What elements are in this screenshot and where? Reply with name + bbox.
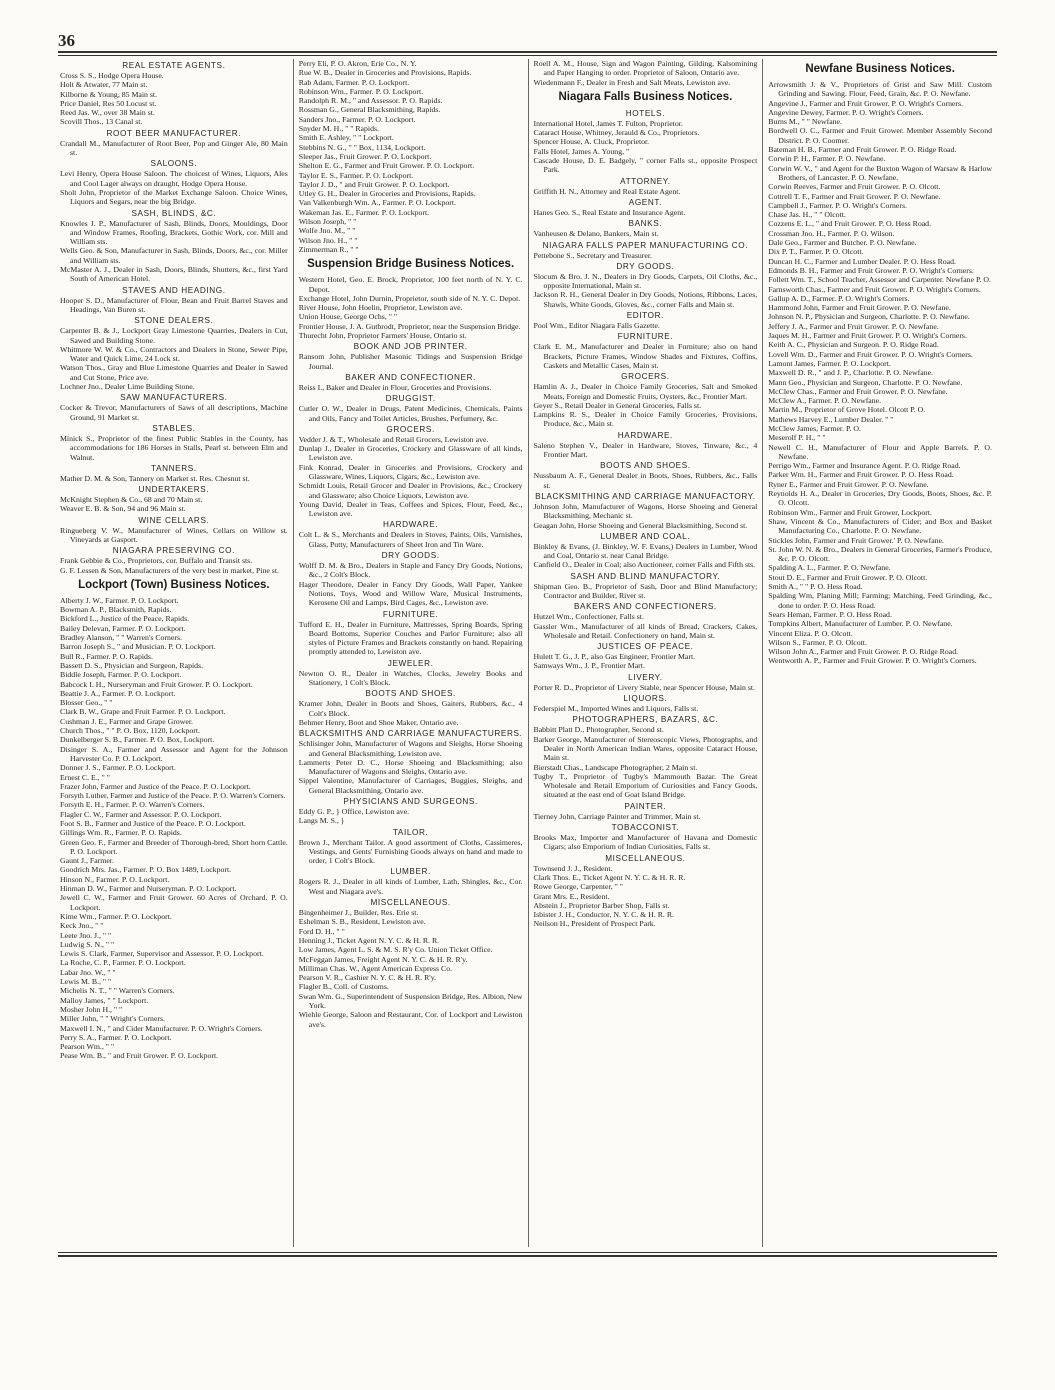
- category-heading: MISCELLANEOUS.: [370, 898, 451, 908]
- directory-entry: Tufford E. H., Dealer in Furniture, Mattresses, Spring Boards, Spring Board Bottoms, Superior Couches and Parlor Furniture; also all styles of Picture Frames and Brackets constantly on hand. Repairing promptly attended to, Lewiston ave.: [298, 619, 523, 657]
- directory-entry: Wells Geo. & Son, Manufacturer in Sash, Blinds, Doors, &c., cor. Miller and William sts.: [60, 246, 288, 265]
- directory-entry: Wentworth A. P., Farmer and Fruit Grower. P. O. Wright's Corners.: [768, 656, 977, 666]
- directory-entry: Arrowsmith J. & V., Proprietors of Grist and Saw Mill. Custom Grinding and Sawing. Flour, Feed, Grain, &c. P. O. Newfane.: [768, 80, 992, 99]
- category-heading: ATTORNEY.: [620, 176, 671, 186]
- directory-entry: Newell C. H., Manufacturer of Flour and Apple Barrels. P. O. Newfane.: [768, 442, 992, 461]
- directory-entry: Spalding Wm, Planing Mill; Farming; Matching, Feed Grinding, &c., done to order. P. O. Hess Road.: [768, 591, 992, 610]
- directory-entry: Clark B. W., Grape and Fruit Farmer. P. O. Lockport.: [60, 707, 226, 717]
- directory-entry: Wiehle George, Saloon and Restaurant, Cor. of Lockport and Lewiston ave's.: [298, 1010, 523, 1029]
- directory-entry: Mathews Harvey E., Lumber Dealer. " ": [768, 414, 894, 424]
- directory-entry: Cross S. S., Hodge Opera House.: [60, 71, 164, 80]
- directory-entry: Bassett D. S., Physician and Surgeon, Rapids.: [60, 660, 204, 670]
- directory-entry: Bradley Alanson, " " Warren's Corners.: [60, 633, 182, 643]
- category-heading: DRY GOODS.: [381, 551, 440, 561]
- directory-entry: Donner J. S., Farmer. P. O. Lockport.: [60, 763, 176, 773]
- directory-entry: Ryner E., Farmer and Fruit Grower. P. O. Newfane.: [768, 479, 929, 489]
- directory-entry: Jackson R. H., General Dealer in Dry Goods, Notions, Ribbons, Laces, Shawls, White Goods, Gloves, &c., corner Falls and Main st.: [533, 290, 758, 309]
- directory-entry: La Roche, C. P., Farmer. P. O. Lockport.: [60, 958, 186, 968]
- directory-entry: Eddy G. P., } Office, Lewiston ave.: [298, 807, 410, 816]
- directory-entry: Chase Jas. H., " " Olcott.: [768, 210, 846, 220]
- directory-entry: Cascade House, D. E. Badgely, " corner Falls st., opposite Prospect Park.: [533, 156, 758, 175]
- category-heading: TOBACCONIST.: [611, 823, 680, 833]
- directory-entry: Johnson N. P., Physician and Surgeon, Charlotte. P. O. Newfane.: [768, 312, 970, 322]
- directory-entry: Frontier House, J. A. Gutbrodt, Proprietor, near the Suspension Bridge.: [298, 321, 521, 331]
- directory-entry: Rogers R. J., Dealer in all kinds of Lumber, Lath, Shingles, &c., Cor. West and Niagara ave's.: [298, 877, 523, 896]
- directory-entry: Canfield O., Dealer in Coal; also Auctioneer, corner Falls and Fifth sts.: [533, 560, 756, 570]
- directory-entry: Tompkins Albert, Manufacturer of Lumber. P. O. Newfane.: [768, 619, 953, 629]
- directory-entry: Crossman Jno. H., Farmer. P. O. Wilson.: [768, 228, 895, 238]
- directory-entry: Bowman A. P., Blacksmith, Rapids.: [60, 605, 172, 615]
- directory-entry: Malloy James, " " Lockport.: [60, 995, 149, 1005]
- category-heading: SASH AND BLIND MANUFACTORY.: [570, 571, 721, 581]
- directory-entry: Colt L. & S., Merchants and Dealers in Stoves, Paints, Oils, Varnishes, Glass, Putty, Manufacturers of Sheet Iron and Tin Ware.: [298, 530, 523, 549]
- directory-entry: Leete Jno. J., " ": [60, 930, 112, 940]
- category-heading: HARDWARE.: [617, 430, 673, 440]
- directory-entry: Labar Jno. W., " ": [60, 967, 116, 977]
- directory-entry: Western Hotel, Geo. E. Brock, Proprietor, 100 feet north of N. Y. C. Depot.: [298, 275, 523, 294]
- directory-entry: Perrigo Wm., Farmer and Insurance Agent. P. O. Ridge Road.: [768, 461, 961, 471]
- directory-entry: Zimmerman R., " ": [298, 244, 359, 254]
- category-heading: BAKERS AND CONFECTIONERS.: [573, 602, 717, 612]
- directory-entry: Bickford L., Justice of the Peace, Rapids.: [60, 614, 190, 624]
- top-rule: [58, 51, 997, 56]
- directory-entry: Wilson Joseph, " ": [298, 217, 357, 227]
- directory-entry: Maxwell D. R., " and J. P., Charlotte. P. O. Newfane.: [768, 368, 933, 378]
- directory-entry: Smith A., " " P. O. Hess Road.: [768, 582, 863, 592]
- directory-entry: Bingenheimer J., Builder, Res. Erie st.: [298, 908, 419, 918]
- directory-entry: Jeffery J. A., Farmer and Fruit Grower. P. O. Newfane.: [768, 321, 939, 331]
- directory-entry: Hinson N., Farmer. P. O. Lockport.: [60, 874, 170, 884]
- bottom-rule: [58, 1252, 997, 1257]
- directory-entry: McClew A., Farmer. P. O. Newfane.: [768, 396, 882, 406]
- directory-entry: Blosser Geo., " ": [60, 698, 113, 708]
- directory-entry: Perry S. A., Farmer. P. O. Lockport.: [60, 1032, 172, 1042]
- directory-entry: Maxwell I. N., " and Cider Manufacturer. P. O. Wright's Corners.: [60, 1023, 263, 1033]
- directory-entry: Dale Geo., Farmer and Butcher. P. O. Newfane.: [768, 238, 917, 248]
- category-heading: LIVERY.: [628, 672, 663, 682]
- directory-entry: Spencer House, A. Cluck, Proprietor.: [533, 137, 650, 147]
- directory-entry: Exchange Hotel, John Durnin, Proprietor, south side of N. Y. C. Depot.: [298, 293, 521, 303]
- column-2: [293, 59, 528, 1247]
- directory-entry: Lovell Wm. D., Farmer and Fruit Grower. P. O. Wright's Corners.: [768, 349, 973, 359]
- directory-entry: Utley G. H., Dealer in Groceries and Provisions, Rapids.: [298, 189, 476, 199]
- category-heading: BLACKSMITHS AND CARRIAGE MANUFACTURERS.: [298, 729, 523, 739]
- directory-entry: Gillings Wm. R., Farmer. P. O. Rapids.: [60, 828, 182, 838]
- directory-entry: Milliman Chas. W., Agent American Express Co.: [298, 963, 453, 973]
- directory-entry: Babbitt Platt D., Photographer, Second st.: [533, 725, 664, 735]
- directory-entry: Shaw, Vincent & Co., Manufacturers of Cider; and Box and Basket Manufacturing Co., Charlotte. P. O. Newfane.: [768, 516, 992, 536]
- directory-entry: Duncan H. C., Farmer and Lumber Dealer. P. O. Hess Road.: [768, 256, 956, 266]
- directory-entry: Forsyth Luther, Farmer and Justice of the Peace. P. O. Warren's Corners.: [60, 791, 286, 801]
- directory-entry: Cutler O. W., Dealer in Drugs, Patent Medicines, Chemicals, Paints and Oils, Fancy and Toilet Articles, Brushes, Perfumery, &c.: [298, 404, 523, 423]
- directory-entry: Spalding A. L., Farmer. P. O. Newfane.: [768, 563, 891, 573]
- category-heading: LIQUORS.: [623, 694, 668, 704]
- directory-entry: Sholt John, Proprietor of the Market Exchange Saloon. Choice Wines, Liquors and Segars, near the big Bridge.: [60, 187, 288, 207]
- directory-entry: Angevine Dewey, Farmer. P. O. Wright's Corners.: [768, 107, 924, 117]
- directory-entry: Stickles John, Farmer and Fruit Grower.' P. O. Newfane.: [768, 535, 944, 545]
- directory-entry: Brown J., Merchant Tailor. A good assortment of Cloths, Cassimeres, Vestings, and Gents' Furnishing Goods always on hand and made to order, 1 Colt's Block.: [298, 837, 523, 866]
- category-heading: PHYSICIANS AND SURGEONS.: [343, 797, 478, 806]
- directory-entry: Crandall M., Manufacturer of Root Beer, Pop and Ginger Ale, 80 Main st.: [60, 138, 288, 158]
- directory-entry: Gallup A. D., Farmer. P. O. Wright's Corners.: [768, 293, 910, 303]
- directory-entry: Snyder M. H., " " Rapids.: [298, 124, 379, 134]
- category-heading: JUSTICES OF PEACE.: [597, 642, 694, 652]
- directory-entry: Keith A. C., Physician and Surgeon. P. O. Ridge Road.: [768, 340, 939, 350]
- directory-entry: Langs M. S., }: [298, 816, 345, 826]
- directory-entry: Wakeman Jas. E., Farmer. P. O. Lockport.: [298, 207, 430, 217]
- directory-entry: Robinson Wm., Farmer and Fruit Grower, Lockport.: [768, 507, 932, 517]
- category-heading: TANNERS.: [151, 463, 197, 473]
- directory-entry: Sanders Jno., Farmer. P. O. Lockport.: [298, 114, 416, 124]
- directory-entry: Robinson Wm., Farmer. P. O. Lockport.: [298, 86, 424, 96]
- directory-entry: Frank Gebbie & Co., Proprietors, cor. Buffalo and Transit sts.: [60, 556, 253, 566]
- directory-entry: Pettebone S., Secretary and Treasurer.: [533, 250, 652, 260]
- directory-entry: Gassler Wm., Manufacturer of all kinds of Bread, Crackers, Cakes, Wholesale and Retail. Confectionery on hand, Main st.: [533, 621, 758, 640]
- directory-entry: Schlisinger John, Manufacturer of Wagons and Sleighs, Horse Shoeing and General Blacksmithing, Lewiston ave.: [298, 739, 523, 758]
- category-heading: SALOONS.: [150, 159, 198, 169]
- directory-entry: Jaques M. H., Farmer and Fruit Grower. P. O. Wright's Corners.: [768, 331, 967, 341]
- directory-entry: Bateman H. B., Farmer and Fruit Grower. P. O. Ridge Road.: [768, 145, 957, 155]
- directory-entry: Pease Wm. B., " and Fruit Grower. P. O. Lockport.: [60, 1051, 219, 1061]
- directory-entry: Miller John, " " Wright's Corners.: [60, 1014, 165, 1024]
- directory-entry: Edmonds B. H., Farmer and Fruit Grower. P. O. Wright's Corners.: [768, 265, 974, 275]
- page-number: 36: [58, 31, 75, 50]
- category-heading: UNDERTAKERS.: [138, 485, 210, 495]
- directory-entry: Holt & Atwater, 77 Main st.: [60, 80, 148, 90]
- category-heading: DRY GOODS.: [616, 261, 675, 271]
- directory-entry: Henning J., Ticket Agent N. Y. C. & H. R. R.: [298, 935, 440, 945]
- directory-entry: Falls Hotel, James A. Young, ": [533, 146, 630, 156]
- column-1: [58, 59, 293, 1247]
- directory-entry: Cottrell T. F., Farmer and Fruit Grower. P. O. Newfane.: [768, 191, 941, 201]
- directory-columns: [58, 59, 997, 1247]
- directory-entry: McClew Chas., Farmer and Fruit Grower. P. O. Newfane.: [768, 386, 948, 396]
- category-heading: WINE CELLARS.: [138, 515, 210, 525]
- section-title: Newfane Business Notices.: [805, 63, 955, 75]
- directory-entry: Rue W. B., Dealer in Groceries and Provisions, Rapids.: [298, 68, 472, 78]
- directory-entry: Frazer John, Farmer and Justice of the Peace. P. O. Lockport.: [60, 781, 251, 791]
- directory-entry: Dunlap J., Dealer in Groceries, Crockery and Glassware of all kinds, Lewiston ave.: [298, 444, 523, 463]
- directory-entry: Michelis N. T., " " Warren's Corners.: [60, 986, 175, 996]
- directory-entry: Green Geo. F., Farmer and Breeder of Thorough-bred, Short horn Cattle. P. O. Lockport.: [60, 837, 288, 856]
- category-heading: HARDWARE.: [383, 520, 439, 530]
- directory-entry: Behmer Henry, Boot and Shoe Maker, Ontario ave.: [298, 717, 459, 727]
- directory-entry: Weaver E. B. & Son, 94 and 96 Main st.: [60, 504, 186, 514]
- directory-entry: Alberty J. W., Farmer. P. O. Lockport.: [60, 595, 179, 605]
- directory-entry: Wilson S., Farmer. P. O. Olcott.: [768, 637, 867, 647]
- directory-entry: Neilson H., President of Prospect Park.: [533, 919, 656, 929]
- category-heading: BOOK AND JOB PRINTER.: [353, 342, 468, 352]
- directory-entry: Reiss I., Baker and Dealer in Flour, Groceries and Provisions.: [298, 382, 492, 392]
- directory-entry: Biddle Joseph, Farmer. P. O. Lockport.: [60, 670, 182, 680]
- section-title: Suspension Bridge Business Notices.: [307, 258, 515, 271]
- directory-entry: Porter R. D., Proprietor of Livery Stable, near Spencer House, Main st.: [533, 682, 756, 692]
- directory-entry: Hager Theodore, Dealer in Fancy Dry Goods, Wall Paper, Yankee Notions, Toys, Wood and Willow Ware, Musical Instruments, Kerosene Oil and Lamps, Bird Cages, &c., Lewiston ave.: [298, 579, 523, 608]
- directory-entry: Bailey Delevan, Farmer. P. O. Lockport.: [60, 623, 186, 633]
- category-heading: REAL ESTATE AGENTS.: [122, 61, 226, 70]
- directory-entry: Slocum & Bro. J. N., Dealers in Dry Goods, Carpets, Oil Cloths, &c., opposite International, Main st.: [533, 271, 758, 291]
- category-heading: AGENT.: [628, 197, 662, 207]
- directory-entry: Wolfe Jno. M., " ": [298, 226, 356, 236]
- directory-entry: Stebbins N. G., " " Box, 1134, Lockport.: [298, 142, 426, 152]
- directory-entry: McFeggan James, Freight Agent N. Y. C. & H. R. R'y.: [298, 954, 468, 964]
- directory-entry: Whitmore W. W. & Co., Contractors and Dealers in Stone, Sewer Pipe, Water and Quick Lime, 24 Lock st.: [60, 344, 288, 364]
- directory-entry: Jewell C. W., Farmer and Fruit Grower. 60 Acres of Orchard. P. O. Lockport.: [60, 893, 288, 912]
- directory-entry: Meserolf P. H., " ": [768, 433, 826, 443]
- directory-entry: River House, John Hoelin, Proprietor, Lewiston ave.: [298, 303, 463, 313]
- directory-entry: Tierney John, Carriage Painter and Trimmer, Main st.: [533, 811, 701, 821]
- category-heading: NIAGARA PRESERVING CO.: [112, 546, 235, 556]
- directory-entry: Geyer S., Retail Dealer in General Groceries, Falls st.: [533, 400, 702, 410]
- directory-entry: Bull R., Farmer. P. O. Rapids.: [60, 651, 153, 661]
- directory-entry: Isbister J. H., Conductor, N. Y. C. & H. R. R.: [533, 910, 674, 920]
- directory-entry: Townsend J. J., Resident.: [533, 863, 613, 873]
- category-heading: NIAGARA FALLS PAPER MANUFACTURING CO.: [542, 240, 749, 250]
- directory-entry: Church Thos., " " P. O. Box, 1120, Lockport.: [60, 726, 200, 736]
- directory-entry: Pool Wm., Editor Niagara Falls Gazette.: [533, 321, 660, 331]
- directory-entry: Cataract House, Whitney, Jerauld & Co., Proprietors.: [533, 128, 700, 138]
- directory-entry: Geagan John, Horse Shoeing and General Blacksmithing, Second st.: [533, 520, 748, 530]
- category-heading: ROOT BEER MANUFACTURER.: [106, 128, 242, 138]
- category-heading: STAVES AND HEADING.: [122, 285, 226, 295]
- directory-entry: Clark Thos. E., Ticket Agent N. Y. C. & H. R. R.: [533, 872, 686, 882]
- directory-entry: Swan Wm. G., Superintendent of Suspension Bridge, Res. Albion, New York.: [298, 991, 523, 1011]
- directory-entry: Vincent Eliza. P. O. Olcott.: [768, 628, 853, 638]
- directory-entry: Watson Thos., Gray and Blue Limestone Quarries and Dealer in Sawed and Cut Stone, Price ave.: [60, 363, 288, 382]
- directory-entry: Van Valkenburgh Wm. A., Farmer. P. O. Lockport.: [298, 198, 456, 208]
- category-heading: HOTELS.: [625, 108, 665, 118]
- directory-entry: Grant Mrs. E., Resident.: [533, 891, 610, 901]
- category-heading: FURNITURE.: [617, 332, 674, 342]
- category-heading: BOOTS AND SHOES.: [600, 461, 691, 471]
- directory-entry: G. F. Lessen & Son, Manufacturers of the very best in market, Pine st.: [60, 565, 279, 575]
- directory-entry: Hinman D. W., Farmer and Nurseryman. P. O. Lockport.: [60, 884, 237, 894]
- directory-entry: Scovill Thos., 13 Canal st.: [60, 117, 143, 127]
- directory-entry: Low James, Agent L. S. & M. S. R'y Co. Union Ticket Office.: [298, 945, 493, 955]
- directory-entry: Roell A. M., House, Sign and Wagon Painting, Gilding, Kalsomining and Paper Hanging to order. Proprietor of Saloon, Ontario ave.: [533, 59, 758, 78]
- category-heading: GROCERS.: [386, 424, 435, 434]
- column-4: [762, 59, 997, 1247]
- directory-entry: Sippel Valentine, Manufacturer of Carriages, Buggies, Sleighs, and General Blacksmithing, Ontario ave.: [298, 776, 523, 795]
- directory-entry: Follett Wm. T., School Teacher, Assessor and Carpenter. Newfane P. O.: [768, 275, 991, 285]
- directory-entry: Vanheusen & Delano, Bankers, Main st.: [533, 229, 659, 239]
- directory-entry: Babcock I. H., Nurseryman and Fruit Grower. P. O. Lockport.: [60, 679, 253, 689]
- directory-entry: Ford D. H., " ": [298, 926, 345, 936]
- directory-entry: St. John W. N. & Bro., Dealers in General Groceries, Farmer's Produce, &c. P. O. Olcott.: [768, 544, 992, 564]
- category-heading: PHOTOGRAPHERS, BAZARS, &C.: [572, 715, 719, 725]
- directory-entry: Binkley & Evans, (J. Binkley, W. F. Evans,) Dealers in Lumber, Wood and Coal, Ontario st. near Canal Bridge.: [533, 541, 758, 561]
- directory-entry: Nussbaum A. F., General Dealer in Boots, Shoes, Rubbers, &c., Falls st.: [533, 471, 758, 490]
- directory-entry: Randolph R. M., " and Assessor. P. O. Rapids.: [298, 96, 443, 106]
- directory-entry: Sleeper Jas., Fruit Grower. P. O. Lockport.: [298, 151, 432, 161]
- section-title: Niagara Falls Business Notices.: [558, 90, 733, 103]
- category-heading: FURNITURE.: [382, 609, 439, 619]
- directory-entry: Smith E. Ashley, " " Lockport.: [298, 133, 394, 143]
- directory-entry: Hanes Geo. S., Real Estate and Insurance Agent.: [533, 207, 686, 217]
- directory-entry: Schmidt Louis, Retail Grocer and Dealer in Provisions, &c., Crockery and Glassware; also Choice Liquors, Lewiston ave.: [298, 481, 523, 500]
- directory-entry: Mather D. M. & Son, Tannery on Market st. Res. Chesnut st.: [60, 473, 250, 483]
- directory-entry: Lamont James, Farmer. P. O. Lockport.: [768, 358, 891, 368]
- directory-entry: Wolff D. M. & Bro., Dealers in Staple and Fancy Dry Goods, Notions, &c., 2 Colt's Block.: [298, 561, 523, 580]
- directory-entry: Farnsworth Chas., Farmer and Fruit Grower. P. O. Wright's Corners.: [768, 284, 981, 294]
- directory-entry: Price Daniel, Res 50 Locust st.: [60, 98, 157, 108]
- directory-entry: Tugby T., Proprietor of Tugby's Mammouth Bazar. The Great Wholesale and Retail Emporium of Curiosities and Fancy Goods, situated at the east end of Goat Island Bridge.: [533, 771, 758, 800]
- directory-entry: Rowe George, Carpenter, " ": [533, 882, 623, 892]
- category-heading: JEWELER.: [387, 658, 434, 668]
- directory-entry: Carpenter B. & J., Lockport Gray Limestone Quarries, Dealers in Cut, Sawed and Building Stone.: [60, 326, 288, 345]
- category-heading: EDITOR.: [626, 311, 664, 321]
- directory-entry: Dix P. T., Farmer. P. O. Olcott.: [768, 247, 864, 257]
- directory-entry: McMaster A. J., Dealer in Sash, Doors, Blinds, Shutters, &c., first Yard South of American Hotel.: [60, 265, 288, 284]
- directory-entry: Mann Geo., Physician and Surgeon, Charlotte. P. O. Newfane.: [768, 377, 963, 387]
- directory-entry: Corwin W. V., " and Agent for the Buxton Wagon of Warsaw & Harlow Brothers, of Lancaster. P. O. Newfane.: [768, 163, 992, 182]
- directory-entry: Young David, Dealer in Teas, Coffees and Spices, Flour, Feed, &c., Lewiston ave.: [298, 499, 523, 519]
- directory-entry: Wilson Jno. H., " ": [298, 235, 358, 245]
- directory-entry: Keck Jno., " ": [60, 921, 104, 931]
- directory-entry: Goodrich Mrs. Jas., Farmer. P. O. Box 1489, Lockport.: [60, 865, 232, 875]
- category-heading: LUMBER.: [390, 867, 431, 877]
- directory-entry: Bierstadt Chas., Landscape Photographer, 2 Main st.: [533, 762, 698, 772]
- category-heading: SAW MANUFACTURERS.: [120, 393, 228, 403]
- directory-entry: Cocker & Trevor, Manufacturers of Saws of all descriptions, Machine Ground, 91 Market st.: [60, 403, 288, 422]
- directory-entry: Lammerts Peter D. C., Horse Shoeing and Blacksmithing; also Manufacturer of Wagons and Sleighs, Ontario ave.: [298, 757, 523, 777]
- directory-entry: Abstein J., Proprietor Barber Shop, Falls st.: [533, 900, 670, 910]
- category-heading: SASH, BLINDS, &C.: [131, 208, 217, 218]
- directory-entry: Johnson John, Manufacturer of Wagons, Horse Shoeing and General Blacksmithing, Mechanic st.: [533, 501, 758, 521]
- directory-entry: Hutzel Wm., Confectioner, Falls st.: [533, 612, 644, 622]
- directory-entry: Lewis S. Clark, Farmer, Supervisor and Assessor. P. O. Lockport.: [60, 949, 264, 959]
- directory-entry: Eshelman S. B., Resident, Lewiston ave.: [298, 917, 426, 927]
- directory-entry: Reed Jas. W., over 38 Main st.: [60, 108, 155, 118]
- category-heading: STONE DEALERS.: [134, 316, 214, 326]
- directory-entry: Pearson V. R., Cashier N. Y. C. & H. R. R'y.: [298, 973, 437, 983]
- directory-entry: Fink Konrad, Dealer in Groceries and Provisions, Crockery and Glassware, Wines, Liquors, Cigars, &c., Lewiston ave.: [298, 462, 523, 481]
- directory-entry: Mosher John H., " ": [60, 1004, 123, 1014]
- category-heading: MISCELLANEOUS.: [605, 853, 686, 863]
- directory-entry: Barker George, Manufacturer of Stereoscopic Views, Photographs, and Dealer in North American Indian Wares, opposite Cataract House, Main st.: [533, 734, 758, 763]
- category-heading: TAILOR.: [392, 827, 429, 837]
- directory-entry: Bordwell O. C., Farmer and Fruit Grower. Member Assembly Second District. P. O. Coomer.: [768, 126, 992, 145]
- directory-entry: Forsyth E. H., Farmer. P. O. Warren's Corners.: [60, 800, 205, 810]
- directory-entry: Beattie J. A., Farmer. P. O. Lockport.: [60, 688, 176, 698]
- directory-entry: Sears Heman, Farmer. P. O. Hess Road.: [768, 609, 892, 619]
- directory-entry: Samways Wm., J. P., Frontier Mart.: [533, 661, 645, 671]
- directory-entry: Gaunt J., Farmer.: [60, 856, 114, 866]
- category-heading: BOOTS AND SHOES.: [365, 689, 456, 699]
- directory-entry: Union House, George Ochs, " ": [298, 312, 398, 322]
- category-heading: GROCERS.: [621, 372, 670, 382]
- directory-entry: Hulett T. G., J. P., also Gas Engineer, Frontier Mart.: [533, 652, 696, 662]
- directory-entry: Pearson Wm., " ": [60, 1042, 115, 1052]
- directory-entry: Dunkelberger S. B., Farmer. P. O. Box, Lockport.: [60, 735, 215, 745]
- directory-entry: Corwin P. H., Farmer. P. O. Newfane.: [768, 154, 886, 164]
- section-title: Lockport (Town) Business Notices.: [78, 578, 270, 591]
- category-heading: BANKS.: [628, 219, 663, 229]
- directory-entry: Ransom John, Publisher Masonic Tidings and Suspension Bridge Journal.: [298, 352, 523, 371]
- directory-entry: Vedder J. & T., Wholesale and Retail Grocers, Lewiston ave.: [298, 434, 489, 444]
- category-heading: PAINTER.: [624, 801, 667, 811]
- directory-entry: Wilson John A., Farmer and Fruit Grower. P. O. Ridge Road.: [768, 647, 959, 657]
- column-3: [528, 59, 763, 1247]
- directory-entry: Taylor J. D., " and Fruit Grower. P. O. Lockport.: [298, 179, 450, 189]
- directory-entry: Taylor E. S., Farmer. P. O. Lockport.: [298, 170, 414, 180]
- directory-entry: Lewis M. B., " ": [60, 977, 112, 987]
- category-heading: STABLES.: [152, 423, 196, 433]
- directory-entry: Clark E. M., Manufacturer and Dealer in Furniture; also on hand Brackets, Picture Frames, Window Shades and Fixtures, Coffins, Caskets and Metallic Cases, Main st.: [533, 342, 758, 370]
- directory-entry: Saleno Stephen V., Dealer in Hardware, Stoves, Tinware, &c., 4 Frontier Mart.: [533, 440, 758, 460]
- directory-entry: Minick S., Proprietor of the finest Public Stables in the County, has accommodations for 186 Horses in Stalls, Pearl st. between Elm and Walnut.: [60, 433, 288, 462]
- directory-entry: Lampkins R. S., Dealer in Choice Family Groceries, Provisions, Produce, &c., Main st.: [533, 410, 758, 429]
- directory-entry: Rossman G., General Blacksmithing, Rapids.: [298, 105, 441, 115]
- directory-entry: Kramer John, Dealer in Boots and Shoes, Gaiters, Rubbers, &c., 4 Colt's Block.: [298, 699, 523, 718]
- directory-entry: Shipman Geo. B., Proprietor of Sash, Door and Blind Manufactory; Contractor and Builder, River st.: [533, 581, 758, 600]
- directory-entry: Griffith H. N., Attorney and Real Estate Agent.: [533, 186, 681, 196]
- directory-entry: Foot S. B., Farmer and Justice of the Peace. P. O. Lockport.: [60, 819, 246, 828]
- directory-entry: Campbell J., Farmer. P. O. Wright's Corners.: [768, 200, 907, 210]
- directory-entry: Hamlin A. J., Dealer in Choice Family Groceries, Salt and Smoked Meats, Foreign and Domestic Fruits, Oysters, &c., Frontier Mart.: [533, 382, 758, 401]
- directory-entry: Levi Henry, Opera House Saloon. The choicest of Wines, Liquors, Ales and Cool Lager always on draught, Hodge Opera House.: [60, 169, 288, 188]
- directory-entry: Hooper S. D., Manufacturer of Flour, Bean and Fruit Barrel Staves and Headings, Van Buren st.: [60, 295, 288, 314]
- directory-entry: Burns M., " " Newfane.: [768, 117, 842, 127]
- directory-entry: Reynolds H. A., Dealer in Groceries, Dry Goods, Boots, Shoes, &c. P. O. Olcott.: [768, 489, 992, 508]
- directory-entry: Shelton E. G., Farmer and Fruit Grower. P. O. Lockport.: [298, 161, 475, 171]
- directory-entry: Kime Wm., Farmer. P. O. Lockport.: [60, 911, 172, 921]
- directory-entry: Disinger S. A., Farmer and Assessor and Agent for the Johnson Harvester Co. P. O. Lockport.: [60, 744, 288, 763]
- directory-entry: Angevine J., Farmer and Fruit Grower. P. O. Wright's Corners.: [768, 98, 964, 108]
- directory-entry: Thurecht John, Proprietor Farmers' House, Ontario st.: [298, 331, 467, 341]
- directory-entry: Parker Wm. H., Farmer and Fruit Grower. P. O. Hess Road.: [768, 470, 954, 480]
- directory-entry: Stout D. E., Farmer and Fruit Grower. P. O. Olcott.: [768, 572, 928, 582]
- category-heading: BLACKSMITHING AND CARRIAGE MANUFACTORY.: [535, 491, 756, 501]
- category-heading: DRUGGIST.: [385, 394, 436, 404]
- directory-entry: Flagler B., Coll. of Customs.: [298, 982, 389, 992]
- directory-entry: Ludwig S. N., " ": [60, 939, 115, 949]
- category-heading: LUMBER AND COAL.: [600, 531, 691, 541]
- directory-entry: Rab Adam, Farmer. P. O. Lockport.: [298, 77, 410, 87]
- directory-entry: Flagler C. W., Farmer and Assessor. P. O. Lockport.: [60, 809, 222, 819]
- directory-entry: International Hotel, James T. Fulton, Proprietor.: [533, 118, 683, 128]
- directory-entry: McKnight Stephen & Co., 68 and 70 Main st.: [60, 495, 203, 505]
- directory-entry: Knowles J. P., Manufacturer of Sash, Blinds, Doors, Mouldings, Door and Window Frames, Roofing, Brackets, Gothic Work, cor. Mill and William sts.: [60, 218, 288, 247]
- directory-entry: Wiedenmann F., Dealer in Fresh and Salt Meats, Lewiston ave.: [533, 77, 731, 87]
- directory-entry: Ringueberg V. W., Manufacturer of Wines, Cellars on Willow st. Vineyards at Gasport.: [60, 525, 288, 544]
- directory-entry: Martin M., Proprietor of Grove Hotel. Olcott P. O.: [768, 405, 926, 415]
- directory-entry: Cozzens E. L., " and Fruit Grower. P. O. Hess Road.: [768, 219, 932, 229]
- directory-entry: Lochner Jno., Dealer Lime Building Stone.: [60, 382, 195, 392]
- directory-entry: Barron Joseph S., " and Musician. P. O. Lockport.: [60, 642, 216, 652]
- directory-entry: Federspiel M., Imported Wines and Liquors, Falls st.: [533, 704, 699, 714]
- directory-entry: Brooks Max, Importer and Manufacturer of Havana and Domestic Cigars; also Emporium of Indian Curiosities, Falls st.: [533, 833, 758, 852]
- directory-entry: Newton O. R., Dealer in Watches, Clocks, Jewelry Books and Stationery, 1 Colt's Block.: [298, 668, 523, 688]
- directory-entry: Cushman J. E., Farmer and Grape Grower.: [60, 716, 193, 726]
- category-heading: BAKER AND CONFECTIONER.: [345, 372, 476, 382]
- directory-entry: Ernest C. E., " ": [60, 772, 110, 782]
- directory-entry: Hammond John, Farmer and Fruit Grower. P. O. Newfane.: [768, 303, 951, 313]
- directory-entry: Corwin Reeves, Farmer and Fruit Grower. P. O. Olcott.: [768, 182, 941, 192]
- directory-entry: Kilborne & Young, 85 Main st.: [60, 89, 158, 99]
- directory-entry: Perry Eli, P. O. Akron, Erie Co., N. Y.: [298, 59, 417, 68]
- directory-entry: McClew James, Farmer. P. O.: [768, 423, 861, 433]
